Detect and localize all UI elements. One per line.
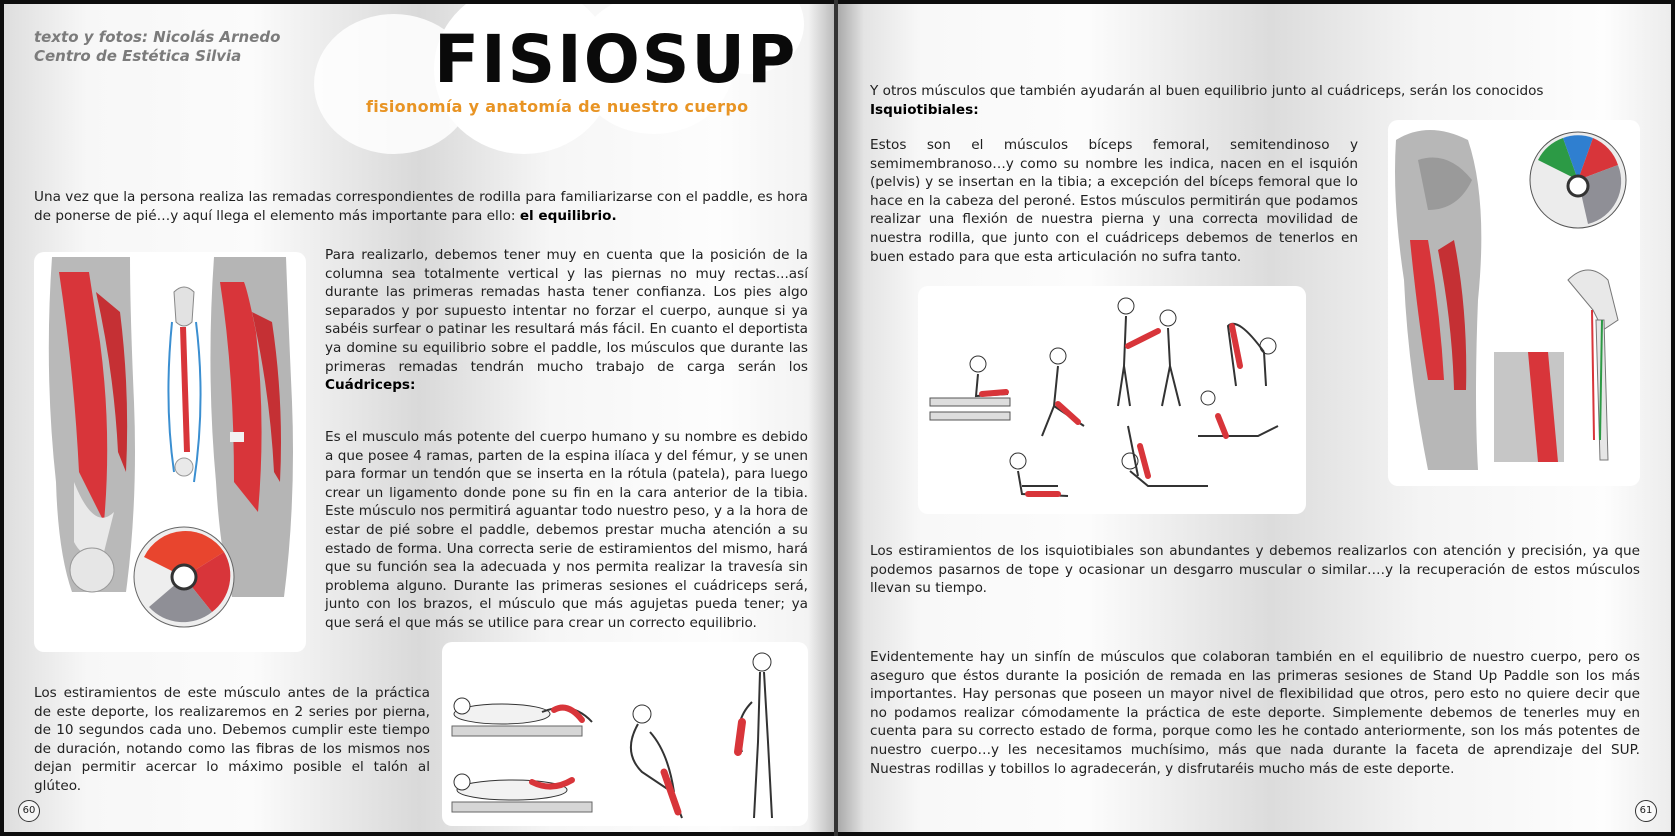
right-page <box>838 4 1671 832</box>
hamstrings-heading: Isquiotibiales: <box>870 101 979 118</box>
page-number-left: 60 <box>18 800 40 822</box>
quadriceps-stretch-illustration <box>442 642 808 826</box>
spine-shadow <box>838 4 864 832</box>
spine-shadow <box>808 4 834 832</box>
hamstring-stretch-illustration <box>918 286 1306 514</box>
conclusion-paragraph: Evidentemente hay un sinfín de músculos que colaboran también en el equilibrio de nuestro cuerpo, pero os aseguro que éstos durante la posición de remada en las primeras sesiones de Stand Up Paddle son los más importantes. Hay personas que poseen un mayor nivel de flexibilidad que otros, pero esto no quiere decir que no podamos realizar cómodamente la práctica de este deporte. Simplemente debemos de tenerles muy en cuenta para su correcto estado de forma, porque como les he contado anteriormente, son los más potentes de nuestro cuerpo…y les necesitamos muchísimo, más que nada durante la faceta de aprendizaje del SUP. Nuestras rodillas y tobillos lo agradecerán, y disfrutaréis mucho más de este deporte. <box>870 649 1640 777</box>
quadriceps-stretch-paragraph: Los estiramientos de este músculo antes de la práctica de este deporte, los realizaremos en 2 series por pierna, de 10 segundos cada uno. Debemos cumplir este tiempo de duración, notando como las fibras de los mismos nos dejan permitir acercar lo máximo posible el talón al glúteo. <box>34 685 430 794</box>
hamstrings-paragraph: Estos son el músculos bíceps femoral, semitendinoso y semimembranoso…y como su nombre les indica, nacen en el isquión (pelvis) y se insertan en la tibia; a excepción del bíceps femoral que lo hace en la cabeza del peroné. Estos músculos permitirán que podamos realizar una flexión de nuestra pierna y una correcta movilidad de nuestra rodilla, que junto con el cuádriceps debemos de tenerlos en buen estado para que esta articulación no sufra tanto. <box>870 137 1358 265</box>
intro-paragraph: Una vez que la persona realiza las remadas correspondientes de rodilla para familiarizarse con el paddle, es hora de ponerse de pié…y aquí llega el elemento más importante para ello: el equilibrio. <box>34 189 808 224</box>
hamstrings-intro: Y otros músculos que también ayudarán al buen equilibrio junto al cuádriceps, serán los conocidos Isquiotibiales: <box>870 83 1544 118</box>
magazine-subtitle: fisionomía y anatomía de nuestro cuerpo <box>366 97 749 116</box>
quadriceps-heading: Cuádriceps: <box>325 377 416 394</box>
page-number-right: 61 <box>1635 800 1657 822</box>
credits-center: Centro de Estética Silvia <box>34 47 242 65</box>
credits <box>34 28 280 66</box>
credits-author: texto y fotos: Nicolás Arnedo <box>34 28 281 46</box>
intro-bold: el equilibrio. <box>519 207 617 224</box>
quadriceps-paragraph: Es el musculo más potente del cuerpo humano y su nombre es debido a que posee 4 ramas, parten de la espina ilíaca y del fémur, y se unen para formar un tendón que se inserta en la rótula (patela), para luego crear un ligamento donde pone su fin en la cara anterior de la tibia. Este músculo nos permitirá aguantar todo nuestro peso, y a la hora de estar de pié sobre el paddle, debemos prestar mucha atención a su estado de forma. Una correcta serie de estiramientos del mismo, hará que su función sea la adecuada y nos permita realizar la travesía sin problema alguno. Durante las primeras sesiones el cuádriceps será, junto con los brazos, el músculo que más agujetas pueda tener; ya que será el que más se utilice para crear un correcto equilibrio. <box>325 429 808 631</box>
left-page <box>4 4 834 832</box>
hamstring-stretch-paragraph: Los estiramientos de los isquiotibiales son abundantes y debemos realizarlos con atención y precisión, ya que podemos pasarnos de tope y ocasionar un desgarro muscular o similar….y la recuperación de estos músculos llevan su tiempo. <box>870 543 1640 597</box>
quadriceps-anatomy-illustration <box>34 252 306 652</box>
balance-paragraph: Para realizarlo, debemos tener muy en cuenta que la posición de la columna sea totalmente vertical y las piernas no muy rectas...así durante las primeras remadas hasta tener confianza. Los pies algo separados y por supuesto intentar no forzar el cuerpo, aunque si ya sabéis surfear o patinar les resultará más fácil. En cuanto el deportista ya domine su equilibrio sobre el paddle, los músculos que durante las primeras remadas tendrán mucho trabajo de carga serán los Cuádriceps: <box>325 247 808 394</box>
magazine-title: FISIOSUP <box>434 21 798 98</box>
hamstring-anatomy-illustration <box>1388 120 1640 486</box>
